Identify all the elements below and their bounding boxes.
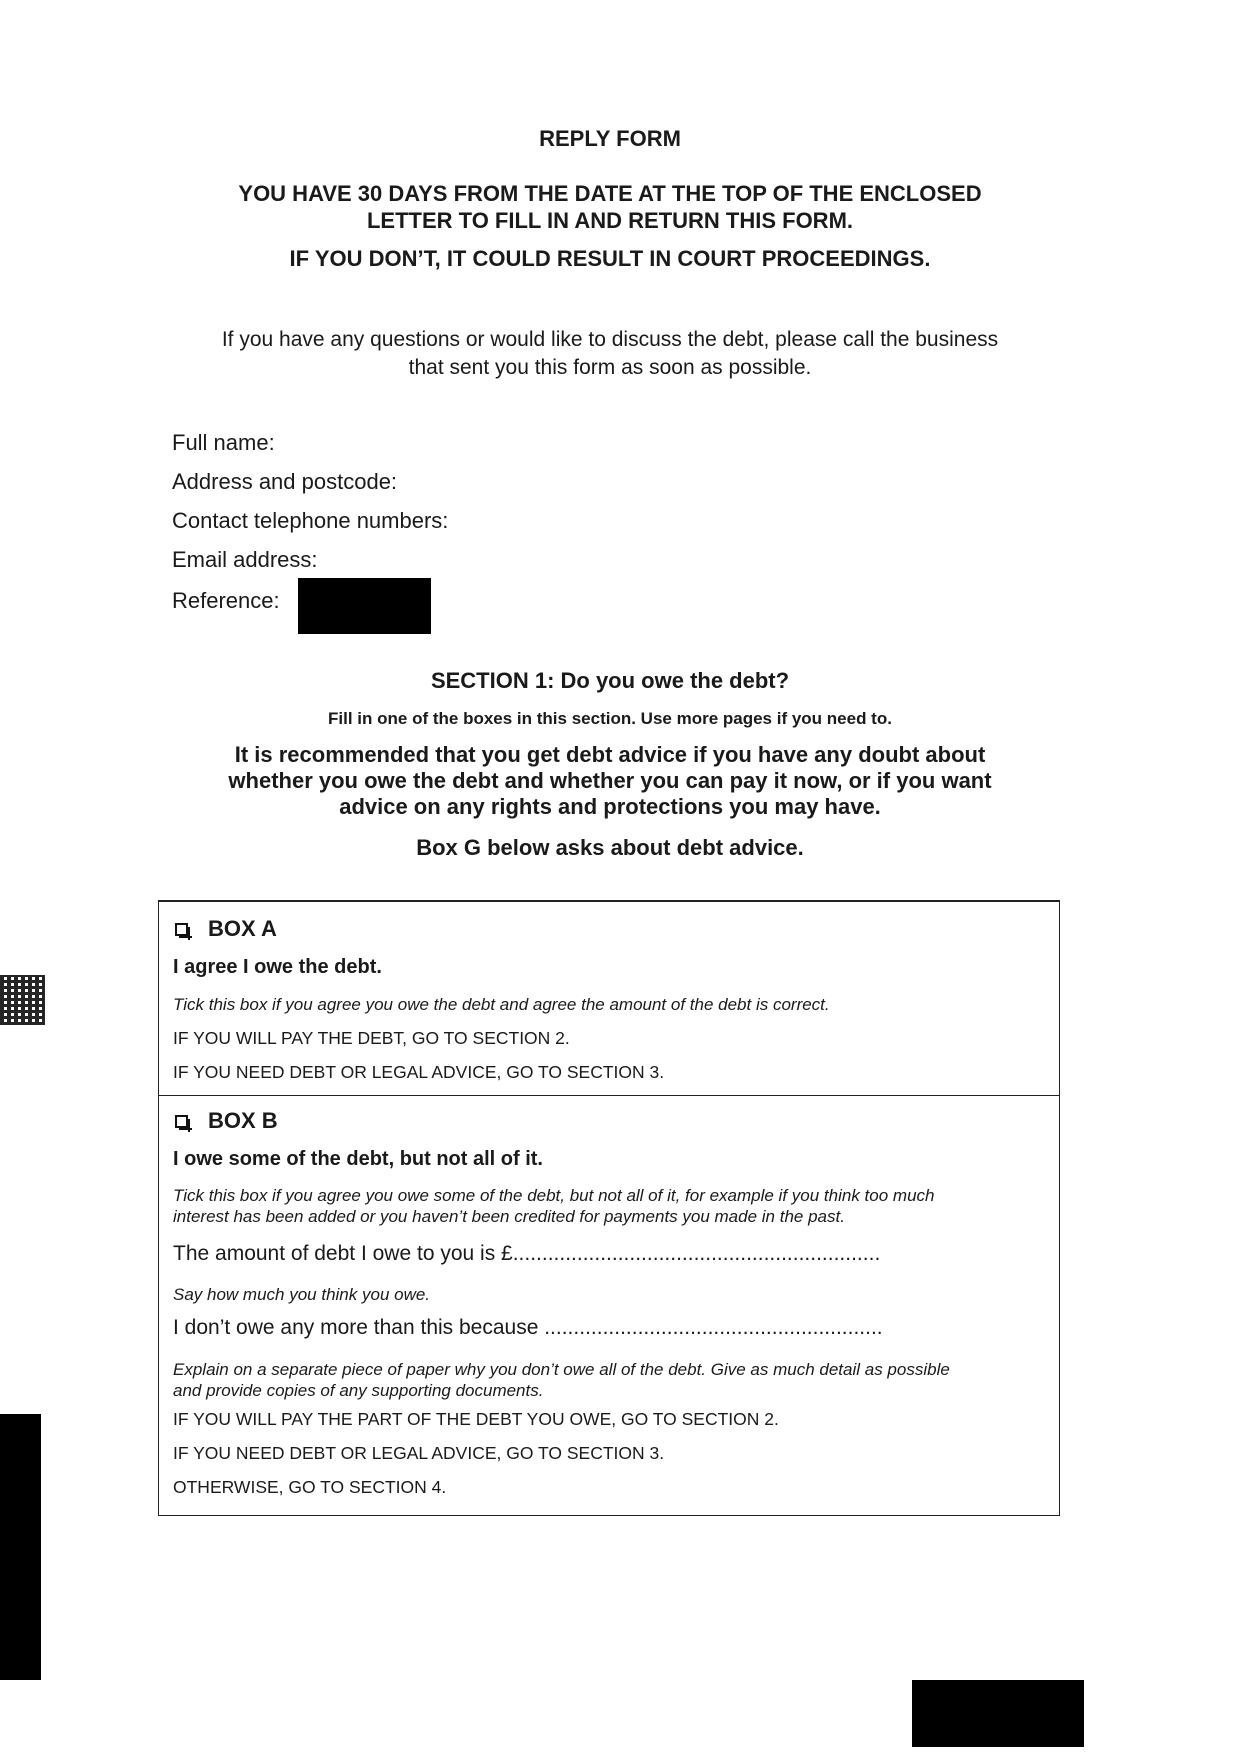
form-title: REPLY FORM xyxy=(539,126,681,151)
box-b-explain-line1: Explain on a separate piece of paper why you don’t owe all of the debt. Give as much detail as possible xyxy=(173,1360,950,1379)
box-b-header xyxy=(173,1108,1045,1134)
box-a-line2: IF YOU NEED DEBT OR LEGAL ADVICE, GO TO SECTION 3. xyxy=(173,1062,665,1082)
box-b-explain xyxy=(173,1359,1045,1401)
reference-label: Reference: xyxy=(172,588,280,613)
rec-line3: advice on any rights and protections you may have. xyxy=(339,794,881,819)
barcode-mark xyxy=(0,975,45,1025)
box-b-hint xyxy=(173,1185,1045,1227)
box-a-hint: Tick this box if you agree you owe the debt and agree the amount of the debt is correct. xyxy=(173,995,830,1014)
address-label: Address and postcode: xyxy=(172,469,398,494)
deadline-warning-line1: YOU HAVE 30 DAYS FROM THE DATE AT THE TOP OF THE ENCLOSED xyxy=(238,181,982,206)
box-a-label: BOX A xyxy=(208,916,277,941)
rec-line1: It is recommended that you get debt advice if you have any doubt about xyxy=(234,742,986,767)
telephone-label: Contact telephone numbers: xyxy=(172,508,449,533)
box-a-checkbox[interactable] xyxy=(175,923,188,936)
box-b-amount-hint: Say how much you think you owe. xyxy=(173,1285,431,1304)
deadline-warning xyxy=(0,180,1220,234)
section1-recommendation xyxy=(0,742,1220,820)
section1-title: SECTION 1: Do you owe the debt? xyxy=(430,668,790,693)
box-b-line3: OTHERWISE, GO TO SECTION 4. xyxy=(173,1477,447,1497)
left-margin-redaction xyxy=(0,1414,41,1680)
box-a xyxy=(158,900,1060,1096)
reference-redaction xyxy=(298,578,431,634)
email-label: Email address: xyxy=(172,547,318,572)
intro-line1: If you have any questions or would like to discuss the debt, please call the business xyxy=(221,328,999,351)
footer-redaction xyxy=(912,1680,1084,1747)
box-b-explain-line2: and provide copies of any supporting documents. xyxy=(173,1381,544,1400)
box-b xyxy=(158,1095,1060,1516)
intro-text xyxy=(0,326,1220,382)
court-warning: IF YOU DON’T, IT COULD RESULT IN COURT PROCEEDINGS. xyxy=(289,246,931,271)
section1-instruction: Fill in one of the boxes in this section. Use more pages if you need to. xyxy=(328,709,892,728)
box-g-note: Box G below asks about debt advice. xyxy=(416,835,804,860)
box-b-label: BOX B xyxy=(208,1108,278,1133)
box-b-heading: I owe some of the debt, but not all of it. xyxy=(173,1148,543,1170)
box-b-amount-field[interactable]: The amount of debt I owe to you is £............................................................... xyxy=(173,1242,881,1265)
box-b-hint-line2: interest has been added or you haven’t been credited for payments you made in the past. xyxy=(173,1207,845,1226)
box-b-hint-line1: Tick this box if you agree you owe some of the debt, but not all of it, for example if you think too much xyxy=(173,1186,935,1205)
box-a-heading: I agree I owe the debt. xyxy=(173,956,382,978)
intro-line2: that sent you this form as soon as possible. xyxy=(408,356,812,379)
rec-line2: whether you owe the debt and whether you can pay it now, or if you want xyxy=(228,768,992,793)
box-b-line2: IF YOU NEED DEBT OR LEGAL ADVICE, GO TO SECTION 3. xyxy=(173,1443,665,1463)
full-name-label: Full name: xyxy=(172,430,275,455)
box-a-header xyxy=(173,916,1045,942)
box-a-line1: IF YOU WILL PAY THE DEBT, GO TO SECTION 2. xyxy=(173,1028,570,1048)
deadline-warning-line2: LETTER TO FILL IN AND RETURN THIS FORM. xyxy=(366,208,854,233)
box-b-line1: IF YOU WILL PAY THE PART OF THE DEBT YOU OWE, GO TO SECTION 2. xyxy=(173,1409,779,1429)
box-b-checkbox[interactable] xyxy=(175,1115,188,1128)
box-b-reason-field[interactable]: I don’t owe any more than this because .......................................................... xyxy=(173,1316,883,1339)
